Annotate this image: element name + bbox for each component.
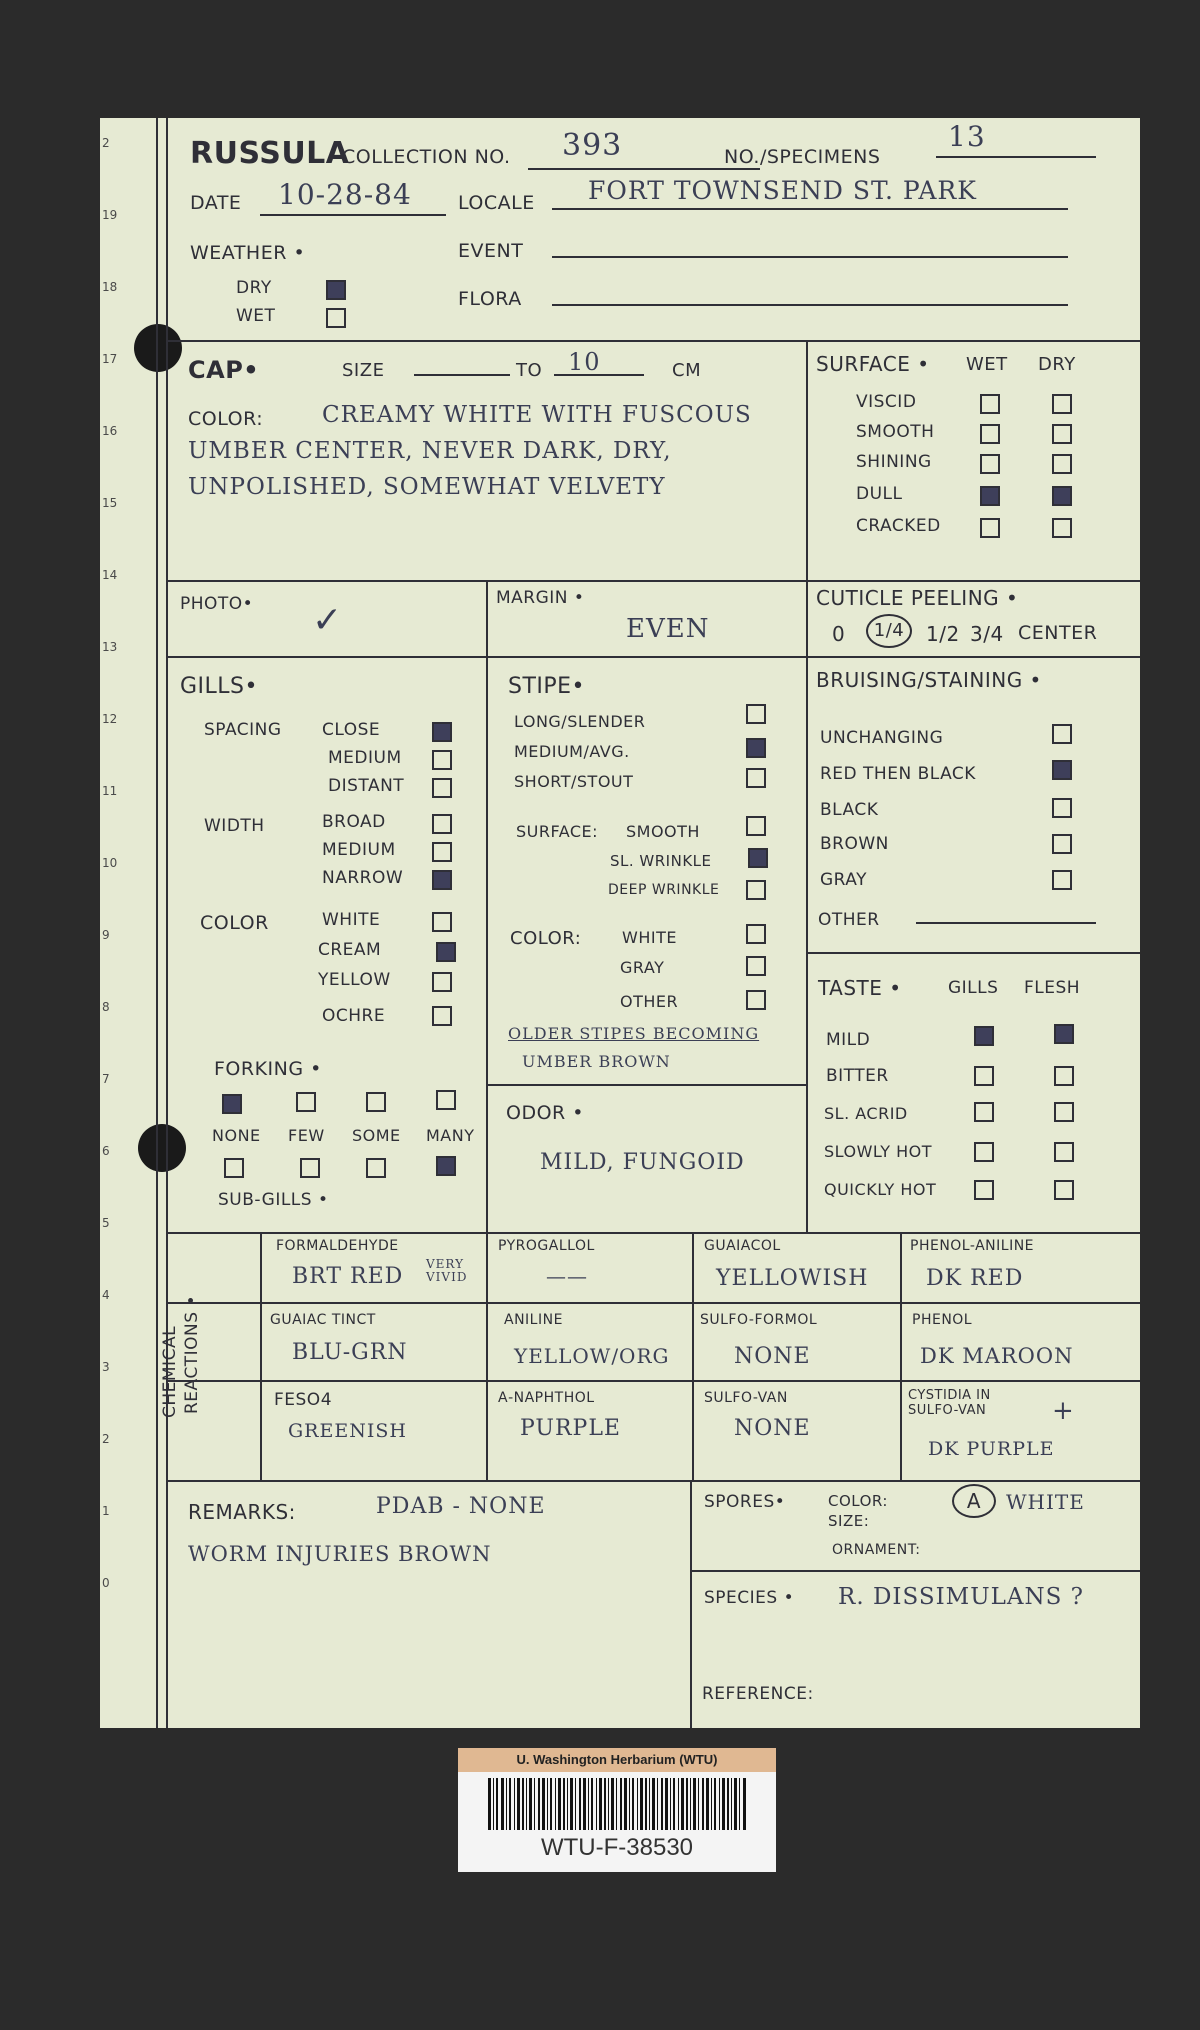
photo-checkmark: ✓: [312, 600, 344, 641]
wet-label: WET: [236, 306, 276, 326]
cuticle-option-center: CENTER: [1018, 622, 1098, 644]
gills-broad-checkbox[interactable]: [432, 814, 452, 834]
surface-smooth-dry[interactable]: [1052, 424, 1072, 444]
date-underline: [260, 214, 446, 216]
date-value: 10-28-84: [278, 178, 412, 211]
bruising-option-label: RED THEN BLACK: [820, 764, 976, 784]
spores-ornament-label: ORNAMENT:: [832, 1542, 921, 1558]
spores-color-label: COLOR:: [828, 1492, 888, 1510]
remarks-line2: WORM INJURIES BROWN: [188, 1542, 492, 1566]
forking-option-label: NONE: [212, 1126, 261, 1145]
forking-option-label: SOME: [352, 1126, 401, 1145]
forking-none-checkbox[interactable]: [222, 1094, 242, 1114]
stipe-option-label: MEDIUM/AVG.: [514, 742, 630, 761]
surface-smooth-wet[interactable]: [980, 424, 1000, 444]
taste-option-label: QUICKLY HOT: [824, 1180, 937, 1199]
taste-mild-gills[interactable]: [974, 1026, 994, 1046]
stipe-option-label: LONG/SLENDER: [514, 712, 646, 731]
divider-species-top: [690, 1570, 1140, 1572]
cap-size-to: 10: [568, 348, 601, 376]
taste-flesh-label: FLESH: [1024, 978, 1081, 998]
divider-chemical-col4: [900, 1232, 902, 1480]
locale-value: FORT TOWNSEND ST. PARK: [588, 176, 977, 205]
subgills-none-checkbox[interactable]: [224, 1158, 244, 1178]
gills-color-label: COLOR: [200, 912, 269, 934]
gills-option-label: OCHRE: [322, 1006, 386, 1026]
taste-option-label: SL. ACRID: [824, 1104, 908, 1123]
stipe-smooth-checkbox[interactable]: [746, 816, 766, 836]
margin-value: EVEN: [626, 614, 710, 644]
cap-color-line2: UMBER CENTER, NEVER DARK, DRY,: [188, 438, 672, 464]
species-label: SPECIES •: [704, 1588, 795, 1608]
divider-chemical-top: [166, 1232, 1140, 1234]
binder-hole-bottom: [138, 1124, 186, 1172]
chem-cell-label: Α-NAPHTHOL: [498, 1390, 595, 1406]
spores-size-label: SIZE:: [828, 1512, 870, 1530]
binder-hole-top: [134, 324, 182, 372]
reference-label: REFERENCE:: [702, 1684, 814, 1704]
divider-chemical-row2: [166, 1302, 1140, 1304]
gills-cream-checkbox[interactable]: [436, 942, 456, 962]
stipe-color-option: WHITE: [622, 928, 677, 947]
divider-chemical-label-col: [260, 1232, 262, 1480]
chem-cell-value: NONE: [734, 1344, 811, 1369]
divider-odor-top: [486, 1084, 806, 1086]
chem-cell-value: GREENISH: [288, 1420, 407, 1442]
stipe-note-line2: UMBER BROWN: [522, 1052, 671, 1071]
remarks-line1: PDAB - NONE: [376, 1494, 546, 1519]
gills-option-label: NARROW: [322, 868, 404, 888]
chem-cell-label: FESO4: [274, 1390, 333, 1410]
stipe-color-option: OTHER: [620, 992, 679, 1011]
gills-option-label: CREAM: [318, 940, 382, 960]
gills-spacing-label: SPACING: [204, 720, 282, 740]
collection-number: 393: [562, 128, 623, 163]
gills-narrow-checkbox[interactable]: [432, 870, 452, 890]
surface-dry-label: DRY: [1038, 354, 1076, 375]
taste-quickly-hot-flesh[interactable]: [1054, 1180, 1074, 1200]
divider-chemical-col3: [692, 1232, 694, 1480]
margin-label: MARGIN •: [496, 588, 585, 608]
specimens-label: NO./SPECIMENS: [724, 146, 881, 168]
chem-cell-value: NONE: [734, 1416, 811, 1441]
herbarium-barcode-label: [458, 1748, 776, 1872]
stipe-surface-option: SL. WRINKLE: [610, 852, 712, 870]
divider-middle-column: [486, 580, 488, 1232]
taste-mild-flesh[interactable]: [1054, 1024, 1074, 1044]
forking-many-checkbox[interactable]: [436, 1090, 456, 1110]
remarks-label: REMARKS:: [188, 1500, 296, 1524]
bruising-option-label: BLACK: [820, 800, 879, 820]
chem-cell-value: YELLOWISH: [716, 1266, 869, 1291]
stipe-color-option: GRAY: [620, 958, 665, 977]
chem-cell-extra: +: [1052, 1396, 1075, 1426]
gills-option-label: BROAD: [322, 812, 386, 832]
gills-medium-spacing-checkbox[interactable]: [432, 750, 452, 770]
barcode-number: WTU-F-38530: [540, 1834, 694, 1861]
chem-cell-label: PHENOL: [912, 1312, 973, 1328]
divider-photo-top: [166, 580, 1140, 582]
cap-color-label: COLOR:: [188, 408, 264, 430]
cap-color-line3: UNPOLISHED, SOMEWHAT VELVETY: [188, 474, 666, 500]
bruising-option-label: GRAY: [820, 870, 867, 890]
dry-label: DRY: [236, 278, 272, 298]
stipe-other-checkbox[interactable]: [746, 990, 766, 1010]
chem-cell-value: DK RED: [926, 1266, 1024, 1291]
stipe-surface-label: SURFACE:: [516, 822, 599, 841]
stipe-note-line1: OLDER STIPES BECOMING: [508, 1024, 760, 1043]
flora-label: FLORA: [458, 288, 522, 310]
gills-white-checkbox[interactable]: [432, 912, 452, 932]
taste-option-label: MILD: [826, 1030, 871, 1050]
taste-gills-label: GILLS: [948, 978, 999, 998]
gills-option-label: MEDIUM: [328, 748, 402, 768]
locale-underline: [552, 208, 1068, 210]
forking-option-label: FEW: [288, 1126, 325, 1145]
taste-option-label: BITTER: [826, 1066, 889, 1086]
taste-bitter-flesh[interactable]: [1054, 1066, 1074, 1086]
chem-cell-value: ——: [546, 1264, 588, 1288]
taste-bitter-gills[interactable]: [974, 1066, 994, 1086]
stipe-option-label: SHORT/STOUT: [514, 772, 634, 791]
bruising-option-label: BROWN: [820, 834, 889, 854]
collection-label: COLLECTION NO.: [342, 146, 511, 168]
gills-distant-checkbox[interactable]: [432, 778, 452, 798]
gills-option-label: MEDIUM: [322, 840, 396, 860]
specimen-card: [100, 118, 1140, 1728]
surface-cracked-wet[interactable]: [980, 518, 1000, 538]
divider-gills-top: [166, 656, 1140, 658]
dry-checkbox[interactable]: [326, 280, 346, 300]
gills-option-label: CLOSE: [322, 720, 381, 740]
stipe-surface-option: DEEP WRINKLE: [608, 882, 720, 898]
forking-few-checkbox[interactable]: [296, 1092, 316, 1112]
divider-chemical-col2: [486, 1232, 488, 1480]
gills-option-label: YELLOW: [318, 970, 391, 990]
divider-chemical-bottom: [166, 1480, 1140, 1482]
divider-cap-top: [166, 340, 1140, 342]
surface-shining-wet[interactable]: [980, 454, 1000, 474]
cap-to-label: TO: [516, 360, 543, 381]
chem-cell-value: YELLOW/ORG: [514, 1344, 670, 1368]
spores-color-value: WHITE: [1006, 1490, 1085, 1514]
chemical-label-line1: CHEMICAL: [160, 1325, 180, 1418]
taste-acrid-flesh[interactable]: [1054, 1102, 1074, 1122]
barcode-header: U. Washington Herbarium (WTU): [458, 1748, 776, 1772]
chem-cell-value: DK MAROON: [920, 1344, 1074, 1368]
wet-checkbox[interactable]: [326, 308, 346, 328]
gills-option-label: DISTANT: [328, 776, 405, 796]
divider-remarks-right: [690, 1480, 692, 1728]
stipe-medium-checkbox[interactable]: [746, 738, 766, 758]
surface-row-label: VISCID: [856, 392, 917, 412]
odor-value: MILD, FUNGOID: [540, 1150, 745, 1175]
cuticle-option-0: 0: [832, 622, 846, 646]
gills-medium-width-checkbox[interactable]: [432, 842, 452, 862]
species-value: R. DISSIMULANS ?: [838, 1584, 1084, 1610]
surface-label: SURFACE •: [816, 352, 930, 376]
subgills-many-checkbox[interactable]: [436, 1156, 456, 1176]
divider-right-column: [806, 340, 808, 1232]
bruising-other-line: [916, 922, 1096, 924]
stipe-color-label: COLOR:: [510, 928, 582, 949]
cap-label: CAP•: [188, 356, 260, 384]
divider-taste-top: [806, 952, 1140, 954]
forking-some-checkbox[interactable]: [366, 1092, 386, 1112]
surface-row-label: CRACKED: [856, 516, 941, 536]
chem-cell-value: BRT RED: [292, 1264, 404, 1289]
gills-ochre-checkbox[interactable]: [432, 1006, 452, 1026]
subgills-some-checkbox[interactable]: [366, 1158, 386, 1178]
taste-option-label: SLOWLY HOT: [824, 1142, 932, 1161]
chem-cell-label: ANILINE: [504, 1312, 563, 1328]
taste-slowly-hot-flesh[interactable]: [1054, 1142, 1074, 1162]
surface-wet-label: WET: [966, 354, 1008, 375]
cap-cm-label: CM: [672, 360, 702, 381]
spores-color-code: A: [952, 1484, 996, 1518]
bruising-red-then-black-checkbox[interactable]: [1052, 760, 1072, 780]
chem-cell-value: PURPLE: [520, 1416, 621, 1441]
subgills-label: SUB-GILLS •: [218, 1190, 329, 1210]
stipe-sl-wrinkle-checkbox[interactable]: [748, 848, 768, 868]
cuticle-option-selected: 1/4: [866, 614, 912, 648]
surface-row-label: DULL: [856, 484, 903, 504]
event-label: EVENT: [458, 240, 524, 262]
ruler-strip: 2 19 18 17 16 15 14 13 12 11 10 9 8 7 6 5 4 3 2 1 0: [102, 136, 118, 1590]
chem-cell-extra: VERY VIVID: [426, 1257, 468, 1284]
odor-label: ODOR •: [506, 1102, 584, 1124]
bruising-gray-checkbox[interactable]: [1052, 870, 1072, 890]
chem-cell-label: SULFO-VAN: [704, 1390, 788, 1406]
surface-row-label: SHINING: [856, 452, 932, 472]
bruising-label: BRUISING/STAINING •: [816, 668, 1042, 692]
margin-line-outer: [156, 118, 158, 1728]
gills-width-label: WIDTH: [204, 816, 265, 836]
bruising-unchanging-checkbox[interactable]: [1052, 724, 1072, 744]
chem-cell-label: PHENOL-ANILINE: [910, 1238, 1035, 1254]
chem-cell-label: SULFO-FORMOL: [700, 1312, 818, 1328]
spores-label: SPORES•: [704, 1492, 786, 1512]
stipe-gray-checkbox[interactable]: [746, 956, 766, 976]
date-label: DATE: [190, 192, 242, 214]
bruising-brown-checkbox[interactable]: [1052, 834, 1072, 854]
surface-shining-dry[interactable]: [1052, 454, 1072, 474]
cap-color-line1: CREAMY WHITE WITH FUSCOUS: [322, 402, 752, 428]
gills-label: GILLS•: [180, 674, 258, 699]
subgills-few-checkbox[interactable]: [300, 1158, 320, 1178]
surface-viscid-wet[interactable]: [980, 394, 1000, 414]
chem-cell-label: PYROGALLOL: [498, 1238, 595, 1254]
bruising-black-checkbox[interactable]: [1052, 798, 1072, 818]
stipe-surface-option: SMOOTH: [626, 822, 700, 841]
specimens-count: 13: [948, 120, 986, 153]
taste-slowly-hot-gills[interactable]: [974, 1142, 994, 1162]
margin-line-inner: [166, 118, 168, 1728]
chem-cell-label: GUAIAC TINCT: [270, 1312, 376, 1328]
barcode-bars: [488, 1778, 746, 1830]
taste-quickly-hot-gills[interactable]: [974, 1180, 994, 1200]
card-title: RUSSULA: [190, 136, 350, 171]
chem-cell-label: CYSTIDIA IN SULFO-VAN: [908, 1388, 991, 1418]
photo-label: PHOTO•: [180, 594, 254, 614]
cuticle-label: CUTICLE PEELING •: [816, 586, 1019, 610]
cap-size-from-line: [414, 374, 510, 376]
gills-option-label: WHITE: [322, 910, 381, 930]
divider-chemical-row3: [166, 1380, 1140, 1382]
cuticle-option-2: 1/2: [926, 622, 960, 646]
collection-underline: [528, 168, 760, 170]
stipe-label: STIPE•: [508, 674, 586, 699]
taste-label: TASTE •: [818, 976, 902, 1000]
bruising-option-label: UNCHANGING: [820, 728, 944, 748]
surface-cracked-dry[interactable]: [1052, 518, 1072, 538]
forking-option-label: MANY: [426, 1126, 475, 1145]
chem-cell-value: BLU-GRN: [292, 1340, 408, 1365]
stipe-white-checkbox[interactable]: [746, 924, 766, 944]
stipe-short-checkbox[interactable]: [746, 768, 766, 788]
stipe-long-checkbox[interactable]: [746, 704, 766, 724]
specimens-underline: [936, 156, 1096, 158]
surface-row-label: SMOOTH: [856, 422, 935, 442]
cuticle-option-3: 3/4: [970, 622, 1004, 646]
chem-cell-value: DK PURPLE: [928, 1438, 1055, 1460]
cap-size-label: SIZE: [342, 360, 385, 381]
surface-dull-dry[interactable]: [1052, 486, 1072, 506]
stipe-deep-wrinkle-checkbox[interactable]: [746, 880, 766, 900]
chem-cell-label: FORMALDEHYDE: [276, 1238, 399, 1254]
taste-acrid-gills[interactable]: [974, 1102, 994, 1122]
surface-viscid-dry[interactable]: [1052, 394, 1072, 414]
event-underline: [552, 256, 1068, 258]
surface-dull-wet[interactable]: [980, 486, 1000, 506]
forking-label: FORKING •: [214, 1058, 322, 1080]
bruising-other-label: OTHER: [818, 910, 880, 930]
locale-label: LOCALE: [458, 192, 535, 214]
weather-label: WEATHER •: [190, 242, 306, 264]
gills-close-checkbox[interactable]: [432, 722, 452, 742]
flora-underline: [552, 304, 1068, 306]
chem-cell-label: GUAIACOL: [704, 1238, 781, 1254]
chemical-label-line2: REACTIONS •: [182, 1295, 202, 1414]
gills-yellow-checkbox[interactable]: [432, 972, 452, 992]
